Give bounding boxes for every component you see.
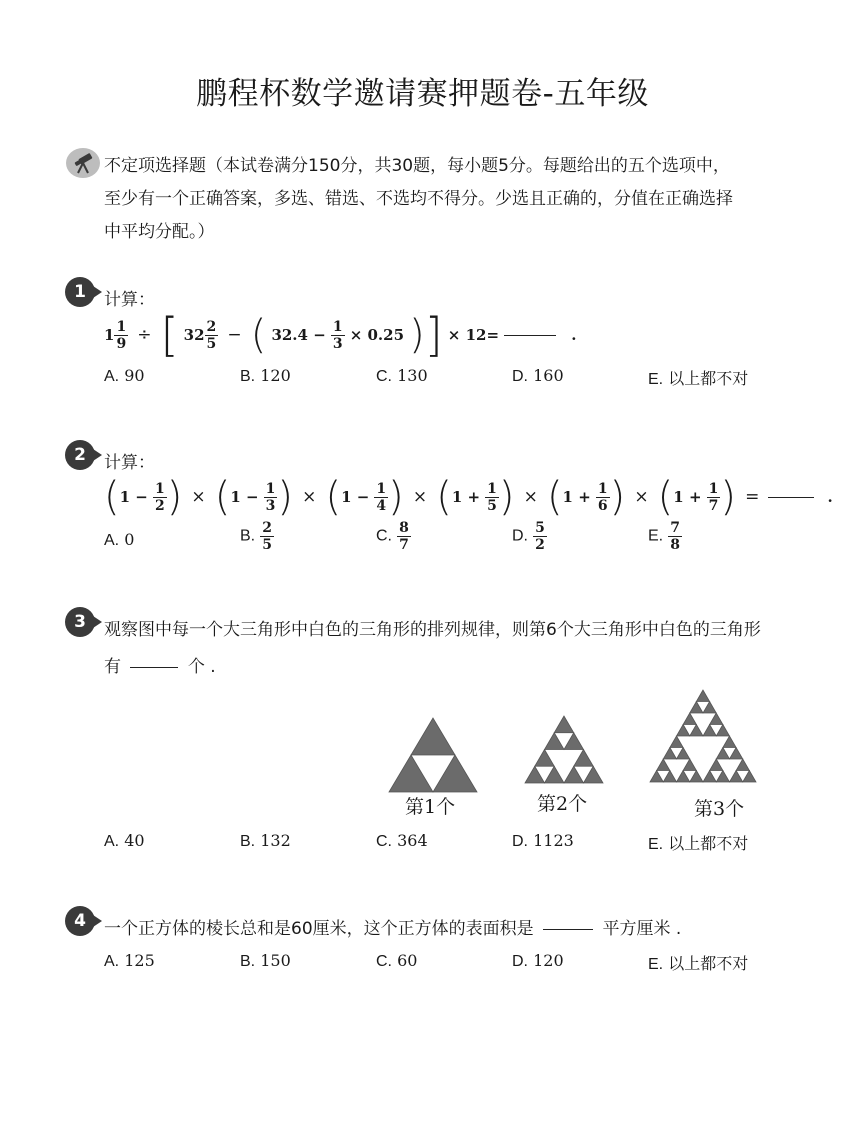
option-c[interactable] bbox=[376, 366, 428, 386]
option-label: E. bbox=[648, 527, 664, 545]
math-term: 1 + bbox=[673, 488, 702, 506]
option-label: D. bbox=[512, 953, 528, 970]
bracket-close: ] bbox=[424, 308, 443, 362]
question-2-expression bbox=[104, 474, 833, 520]
fraction-denominator: 6 bbox=[597, 497, 608, 514]
math-operator: × bbox=[634, 487, 649, 507]
answer-blank[interactable] bbox=[130, 667, 178, 668]
fraction-numerator: 8 bbox=[399, 520, 409, 536]
question-number-badge: 4 bbox=[65, 906, 95, 936]
option-value: 120 bbox=[533, 951, 564, 970]
figure-caption: 第3个 bbox=[694, 798, 745, 820]
option-c[interactable] bbox=[376, 951, 417, 971]
option-value: 150 bbox=[260, 951, 291, 970]
option-label: A. bbox=[104, 368, 120, 385]
option-label: C. bbox=[376, 527, 392, 545]
figure-caption: 第1个 bbox=[405, 796, 456, 818]
math-operator: × bbox=[302, 487, 317, 507]
math-term: 1 − bbox=[119, 488, 148, 506]
fraction-numerator: 2 bbox=[262, 520, 272, 536]
option-e[interactable] bbox=[648, 831, 748, 854]
option-d[interactable] bbox=[512, 951, 564, 971]
fraction-numerator: 1 bbox=[154, 480, 165, 497]
math-term: . bbox=[571, 326, 577, 344]
question-prompt: 观察图中每一个大三角形中白色的三角形的排列规律，则第6个大三角形中白色的三角形 bbox=[104, 620, 761, 640]
fraction-denominator: 3 bbox=[332, 335, 343, 352]
option-label: B. bbox=[240, 953, 256, 970]
paren-open: ( bbox=[214, 474, 231, 520]
prompt-text: 有 bbox=[104, 657, 121, 677]
option-b[interactable] bbox=[240, 831, 291, 851]
option-a[interactable] bbox=[104, 831, 145, 851]
paren-open: ( bbox=[104, 474, 120, 520]
fraction-numerator: 1 bbox=[116, 318, 127, 335]
fraction-numerator: 1 bbox=[708, 480, 719, 497]
option-value: 以上都不对 bbox=[668, 369, 749, 388]
fraction-numerator: 5 bbox=[535, 520, 545, 536]
math-operator: × bbox=[412, 487, 428, 507]
paren-open: ( bbox=[436, 474, 452, 520]
fraction-numerator: 1 bbox=[597, 480, 608, 497]
option-e[interactable] bbox=[648, 366, 748, 389]
answer-blank[interactable] bbox=[504, 335, 556, 336]
question-prompt: 计算： bbox=[104, 453, 155, 473]
figure-caption: 第2个 bbox=[537, 793, 588, 815]
option-a[interactable] bbox=[104, 366, 145, 386]
sierpinski-figure-3 bbox=[649, 689, 757, 783]
option-value: 130 bbox=[397, 366, 428, 385]
math-term: 1 + bbox=[562, 488, 591, 506]
fraction bbox=[114, 319, 128, 352]
fraction bbox=[260, 520, 274, 553]
fraction-numerator: 2 bbox=[206, 318, 217, 335]
option-value: 132 bbox=[260, 831, 291, 850]
math-term: 1 − bbox=[230, 488, 259, 506]
fraction bbox=[533, 520, 547, 553]
math-term: 1 bbox=[104, 326, 115, 344]
fraction bbox=[596, 481, 610, 514]
question-number-badge: 1 bbox=[65, 277, 95, 307]
option-label: D. bbox=[512, 368, 528, 385]
option-label: D. bbox=[512, 833, 528, 850]
paren-close: ) bbox=[498, 474, 515, 520]
option-d[interactable] bbox=[512, 366, 564, 386]
option-label: D. bbox=[512, 527, 528, 545]
option-b[interactable] bbox=[240, 951, 291, 971]
option-d[interactable] bbox=[512, 520, 547, 553]
option-e[interactable] bbox=[648, 951, 748, 974]
fraction-numerator: 1 bbox=[376, 480, 387, 497]
option-label: E. bbox=[648, 956, 664, 973]
math-operator: − bbox=[227, 325, 242, 345]
option-value: 1123 bbox=[533, 831, 574, 850]
prompt-text: 一个正方体的棱长总和是60厘米，这个正方体的表面积是 bbox=[104, 919, 534, 939]
fraction bbox=[264, 481, 278, 514]
option-value: 160 bbox=[533, 366, 564, 385]
option-a[interactable] bbox=[104, 530, 134, 550]
option-label: B. bbox=[240, 527, 256, 545]
question-1-options bbox=[104, 366, 804, 396]
paren-close: ) bbox=[409, 312, 425, 358]
fraction-denominator: 5 bbox=[487, 497, 497, 514]
math-operator: = bbox=[745, 487, 760, 507]
math-term: × 12= bbox=[447, 326, 500, 344]
option-c[interactable] bbox=[376, 831, 428, 851]
question-number-badge: 2 bbox=[65, 440, 95, 470]
math-operator: × bbox=[523, 487, 538, 507]
fraction bbox=[153, 481, 167, 514]
option-c[interactable] bbox=[376, 520, 411, 553]
page-title: 鹏程杯数学邀请赛押题卷-五年级 bbox=[196, 76, 649, 112]
math-term: × 0.25 bbox=[349, 326, 405, 344]
fraction-denominator: 7 bbox=[399, 537, 409, 553]
fraction bbox=[331, 319, 345, 352]
math-term: . bbox=[827, 488, 833, 506]
option-value: 125 bbox=[124, 951, 155, 970]
fraction-denominator: 4 bbox=[376, 497, 387, 514]
prompt-text: 个 . bbox=[187, 657, 216, 677]
option-label: B. bbox=[240, 368, 256, 385]
prompt-text: 平方厘米 . bbox=[602, 919, 682, 939]
option-d[interactable] bbox=[512, 831, 574, 851]
paren-open: ( bbox=[325, 474, 342, 520]
fraction bbox=[374, 481, 388, 514]
instructions-line: 至少有一个正确答案，多选、错选、不选均不得分。少选且正确的，分值在正确选择 bbox=[104, 189, 733, 209]
fraction-denominator: 5 bbox=[206, 335, 217, 352]
fraction bbox=[205, 319, 219, 352]
option-a[interactable] bbox=[104, 951, 155, 971]
fraction-denominator: 8 bbox=[670, 537, 680, 553]
paren-open: ( bbox=[250, 312, 267, 358]
sierpinski-figure-2 bbox=[524, 715, 604, 784]
telescope-icon bbox=[66, 148, 100, 178]
fraction-numerator: 1 bbox=[332, 318, 343, 335]
option-label: B. bbox=[240, 833, 256, 850]
instructions-line: 不定项选择题（本试卷满分150分，共30题，每小题5分。每题给出的五个选项中， bbox=[104, 156, 730, 176]
bracket-open: [ bbox=[160, 308, 179, 362]
answer-blank[interactable] bbox=[543, 929, 593, 930]
answer-blank[interactable] bbox=[768, 497, 814, 498]
option-value: 60 bbox=[397, 951, 418, 970]
option-value: 90 bbox=[124, 366, 145, 385]
question-prompt-continued bbox=[104, 652, 216, 677]
fraction-numerator: 7 bbox=[670, 520, 680, 536]
question-1-expression bbox=[104, 308, 576, 362]
paren-open: ( bbox=[546, 474, 563, 520]
paren-close: ) bbox=[277, 474, 294, 520]
fraction bbox=[668, 520, 682, 553]
paren-close: ) bbox=[720, 474, 736, 520]
option-label: E. bbox=[648, 371, 664, 388]
option-label: E. bbox=[648, 836, 664, 853]
paren-close: ) bbox=[609, 474, 626, 520]
option-label: A. bbox=[104, 953, 120, 970]
question-number-badge: 3 bbox=[65, 607, 95, 637]
fraction-denominator: 9 bbox=[116, 335, 127, 352]
option-value: 以上都不对 bbox=[668, 954, 749, 973]
fraction-denominator: 2 bbox=[535, 537, 545, 553]
question-3-options bbox=[104, 831, 804, 861]
math-operator: × bbox=[191, 487, 206, 507]
paren-open: ( bbox=[657, 474, 674, 520]
option-b[interactable] bbox=[240, 366, 291, 386]
fraction-denominator: 7 bbox=[708, 497, 719, 514]
option-label: A. bbox=[104, 532, 120, 549]
paren-close: ) bbox=[166, 474, 183, 520]
fraction-denominator: 5 bbox=[262, 537, 272, 553]
option-label: C. bbox=[376, 368, 392, 385]
math-term: 32.4 − bbox=[271, 326, 326, 344]
option-e[interactable] bbox=[648, 520, 682, 553]
sierpinski-figure-1 bbox=[388, 717, 478, 793]
fraction bbox=[397, 520, 411, 553]
question-prompt: 计算： bbox=[104, 290, 155, 310]
option-value: 120 bbox=[260, 366, 291, 385]
instructions bbox=[104, 150, 794, 249]
math-term: 1 − bbox=[341, 488, 370, 506]
option-label: C. bbox=[376, 833, 392, 850]
fraction-denominator: 3 bbox=[265, 497, 276, 514]
math-operator: ÷ bbox=[137, 325, 152, 345]
option-value: 40 bbox=[124, 831, 145, 850]
fraction bbox=[485, 481, 499, 514]
option-b[interactable] bbox=[240, 520, 274, 553]
math-term: 1 + bbox=[451, 488, 481, 506]
fraction-numerator: 1 bbox=[265, 480, 276, 497]
fraction-numerator: 1 bbox=[487, 480, 497, 497]
question-2-options bbox=[104, 520, 804, 564]
option-label: A. bbox=[104, 833, 120, 850]
option-value: 0 bbox=[124, 530, 135, 549]
fraction bbox=[707, 481, 721, 514]
question-prompt bbox=[104, 914, 681, 939]
math-term: 32 bbox=[183, 326, 205, 344]
option-value: 364 bbox=[397, 831, 428, 850]
question-4-options bbox=[104, 951, 804, 981]
instructions-line: 中平均分配。） bbox=[104, 222, 215, 242]
option-value: 以上都不对 bbox=[668, 834, 749, 853]
option-label: C. bbox=[376, 953, 392, 970]
paren-close: ) bbox=[388, 474, 404, 520]
fraction-denominator: 2 bbox=[154, 497, 165, 514]
